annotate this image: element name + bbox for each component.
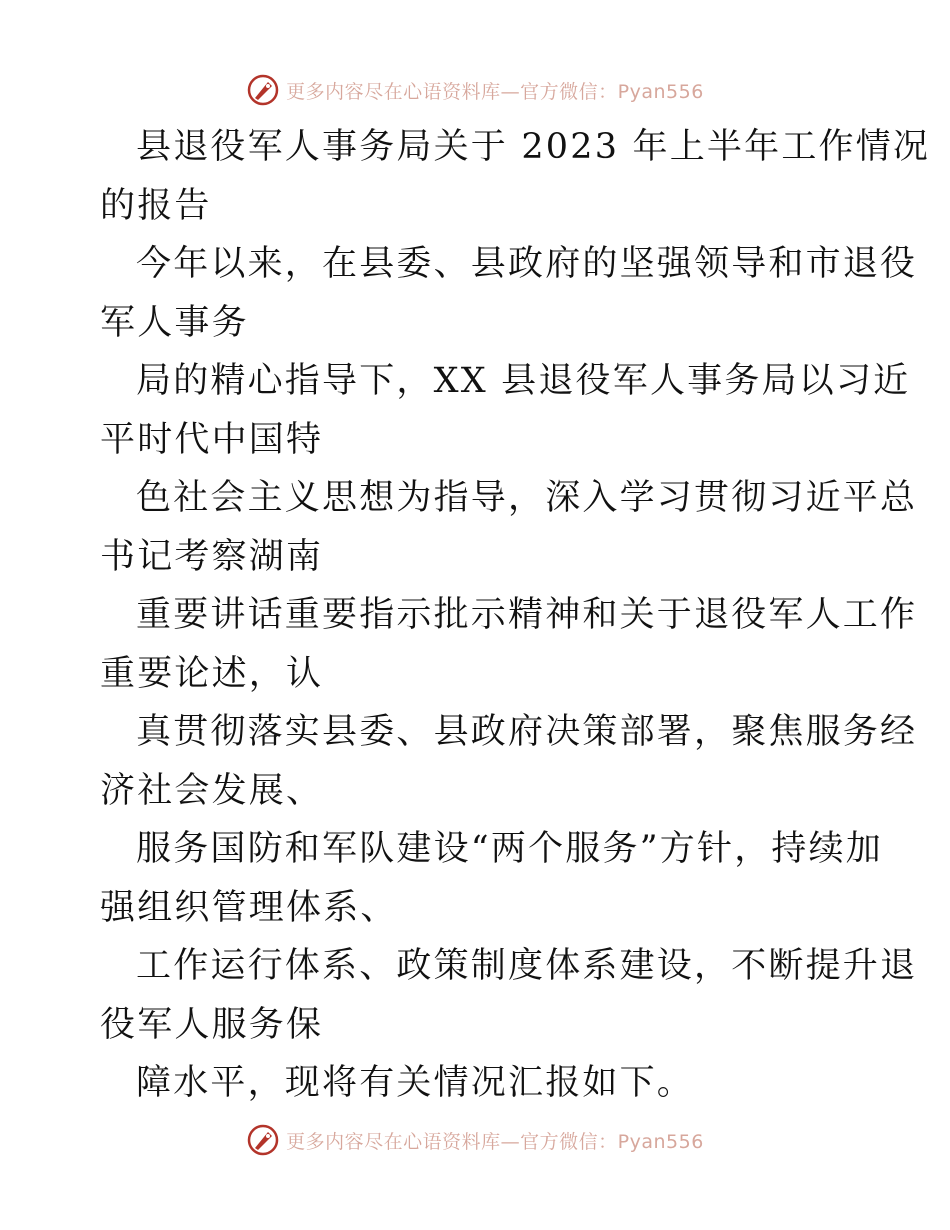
watermark-wechat-id: Pyan556 [617, 1130, 704, 1153]
watermark-text [286, 77, 704, 104]
watermark-wechat-id: Pyan556 [617, 80, 704, 103]
paragraph: 真贯彻落实县委、县政府决策部署，聚焦服务经 济社会发展、 [100, 712, 918, 811]
paragraph: 重要讲话重要指示批示精神和关于退役军人工作 重要论述，认 [100, 595, 918, 694]
document-body [100, 118, 931, 1113]
watermark-cn: 更多内容尽在心语资料库—官方微信： [286, 80, 618, 103]
paragraph: 今年以来，在县委、县政府的坚强领导和市退役 军人事务 [100, 244, 918, 343]
paragraph-title: 县退役军人事务局关于 2023 年上半年工作情况 的报告 [100, 127, 931, 226]
watermark-cn: 更多内容尽在心语资料库—官方微信： [286, 1130, 618, 1153]
paragraph: 色社会主义思想为指导，深入学习贯彻习近平总 书记考察湖南 [100, 478, 918, 577]
paragraph: 服务国防和军队建设“两个服务”方针，持续加 强组织管理体系、 [100, 829, 883, 928]
paragraph: 工作运行体系、政策制度体系建设，不断提升退 役军人服务保 [100, 946, 918, 1045]
pen-nib-logo-icon [246, 1123, 280, 1157]
paragraph: 障水平，现将有关情况汇报如下。 [136, 1063, 695, 1103]
pen-nib-logo-icon [246, 73, 280, 107]
paragraph: 局的精心指导下，XX 县退役军人事务局以习近 平时代中国特 [100, 361, 911, 460]
watermark-text [286, 1127, 704, 1154]
footer-watermark [0, 1120, 950, 1160]
header-watermark [0, 70, 950, 110]
